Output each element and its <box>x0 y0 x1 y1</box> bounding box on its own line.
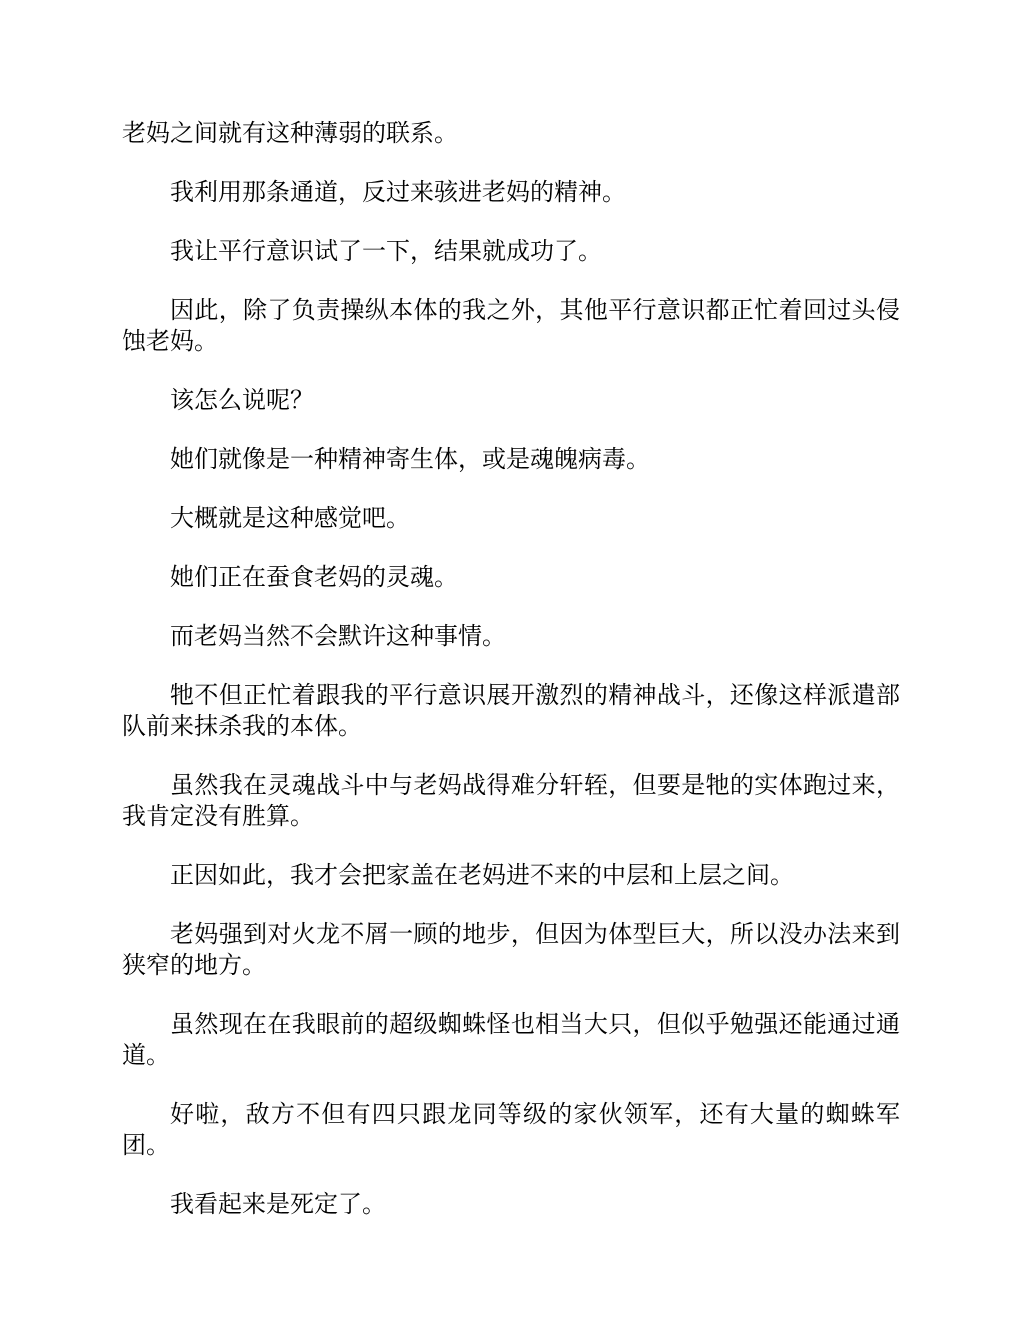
paragraph: 虽然我在灵魂战斗中与老妈战得难分轩轾，但要是牠的实体跑过来，我肯定没有胜算。 <box>122 771 900 830</box>
paragraph: 牠不但正忙着跟我的平行意识展开激烈的精神战斗，还像这样派遣部队前来抹杀我的本体。 <box>122 681 900 740</box>
paragraph: 该怎么说呢？ <box>170 386 314 414</box>
paragraph: 老妈强到对火龙不屑一顾的地步，但因为体型巨大，所以没办法来到狭窄的地方。 <box>122 920 900 979</box>
paragraph: 老妈之间就有这种薄弱的联系。 <box>122 119 458 147</box>
paragraph: 我看起来是死定了。 <box>170 1190 386 1218</box>
body-text <box>122 118 900 1248</box>
paragraph: 我让平行意识试了一下，结果就成功了。 <box>170 237 602 265</box>
paragraph: 她们就像是一种精神寄生体，或是魂魄病毒。 <box>170 445 650 473</box>
paragraph: 好啦，敌方不但有四只跟龙同等级的家伙领军，还有大量的蜘蛛军团。 <box>122 1100 900 1159</box>
paragraph: 我利用那条通道，反过来骇进老妈的精神。 <box>170 178 626 206</box>
paragraph: 大概就是这种感觉吧。 <box>170 504 410 532</box>
paragraph: 她们正在蚕食老妈的灵魂。 <box>170 563 458 591</box>
paragraph: 正因如此，我才会把家盖在老妈进不来的中层和上层之间。 <box>170 861 794 889</box>
paragraph: 而老妈当然不会默许这种事情。 <box>170 622 506 650</box>
paragraph: 因此，除了负责操纵本体的我之外，其他平行意识都正忙着回过头侵蚀老妈。 <box>122 296 900 355</box>
paragraph: 虽然现在在我眼前的超级蜘蛛怪也相当大只，但似乎勉强还能通过通道。 <box>122 1010 900 1069</box>
